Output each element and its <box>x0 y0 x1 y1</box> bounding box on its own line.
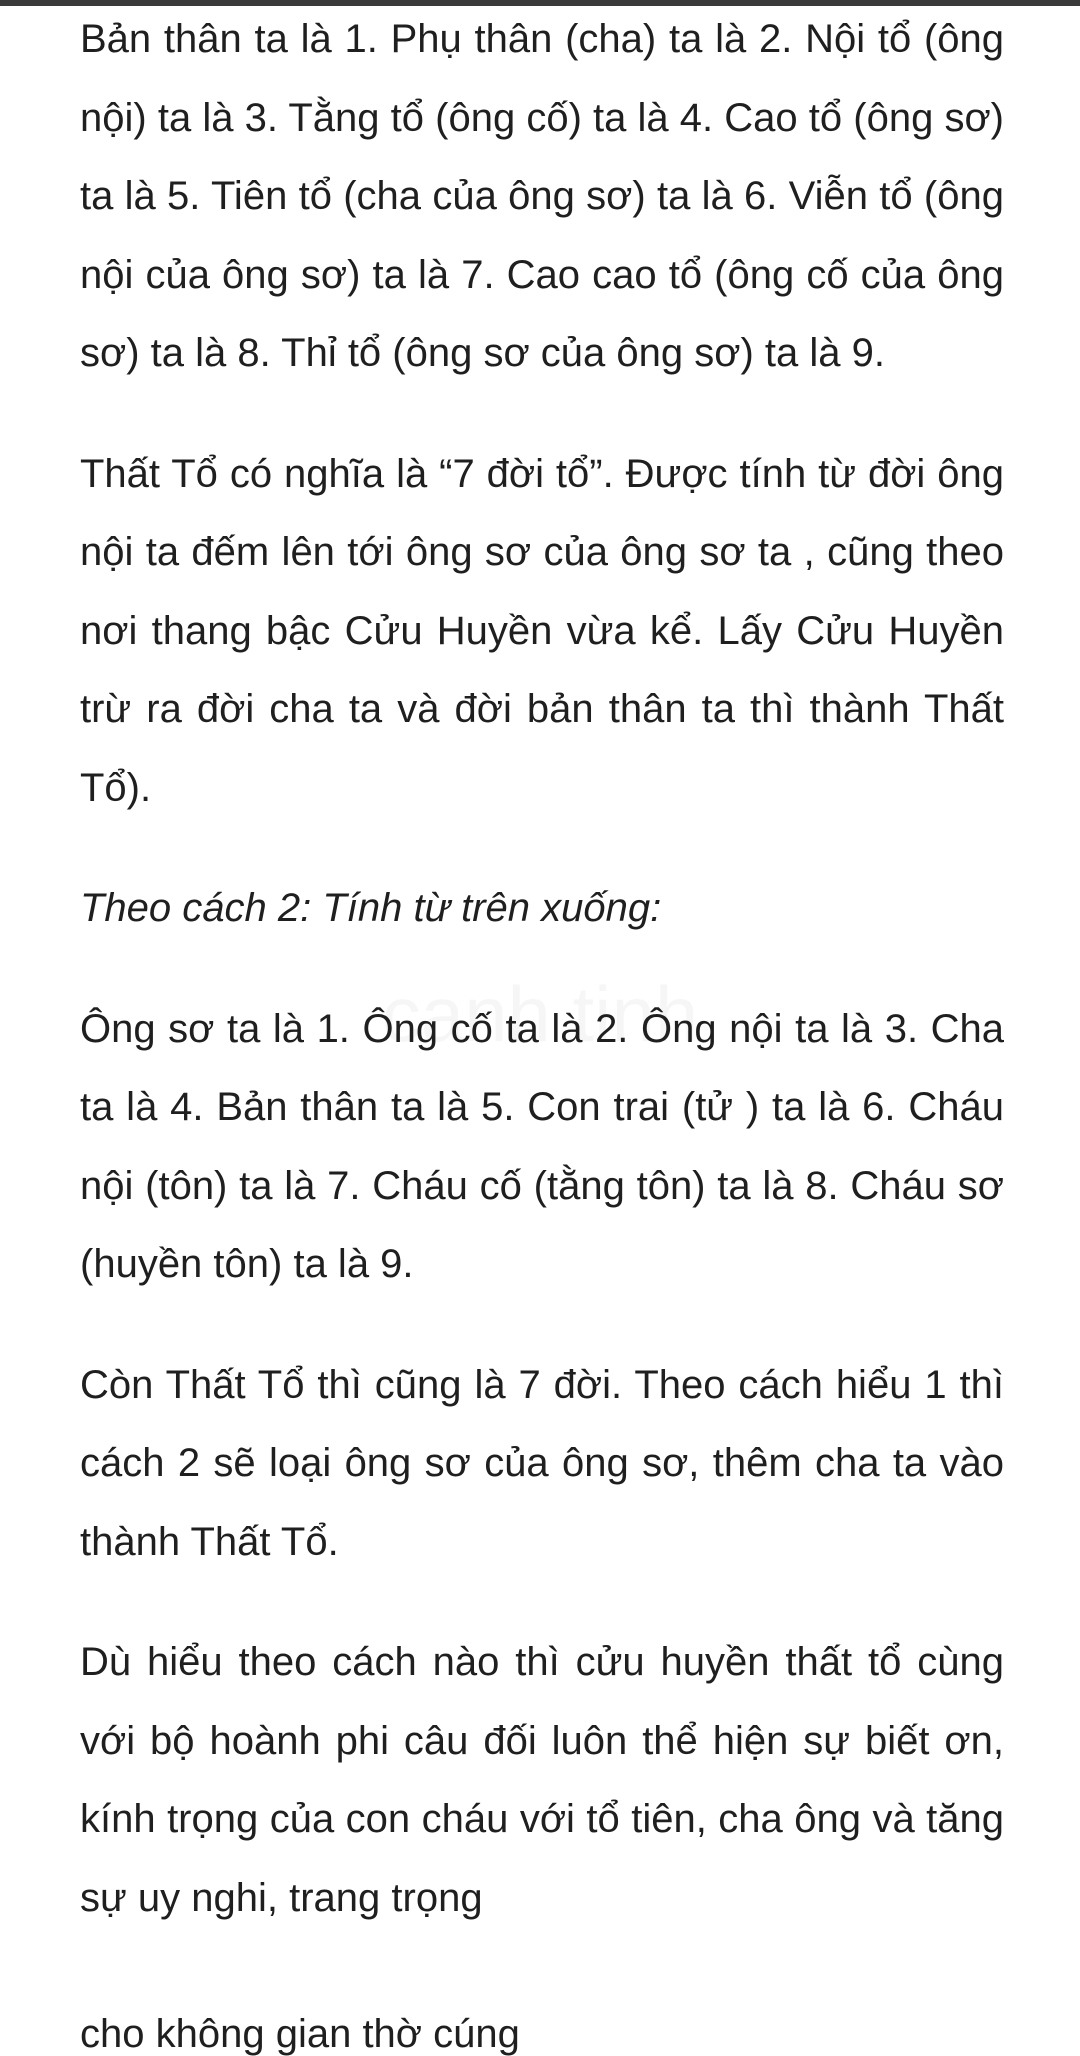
paragraph-conclusion: Dù hiểu theo cách nào thì cửu huyền thất tổ cùng với bộ hoành phi câu đối luôn thể hiện sự biết ơn, kính trọng của con cháu với tổ tiên, cha ông và tăng sự uy nghi, trang trọng <box>80 1640 1004 1920</box>
article-body <box>80 0 1004 1937</box>
paragraph-generations-top-down: Ông sơ ta là 1. Ông cố ta là 2. Ông nội ta là 3. Cha ta là 4. Bản thân ta là 5. Con trai (tử ) ta là 6. Cháu nội (tôn) ta là 7. Cháu cố (tằng tôn) ta là 8. Cháu sơ (huyền tôn) ta là 9. <box>80 1006 1004 1286</box>
paragraph-that-to-meaning: Thất Tổ có nghĩa là “7 đời tổ”. Được tính từ đời ông nội ta đếm lên tới ông sơ của ông sơ ta , cũng theo nơi thang bậc Cửu Huyền vừa kể. Lấy Cửu Huyền trừ ra đời cha ta và đời bản thân ta thì thành Thất Tổ). <box>80 451 1004 810</box>
cut-off-text: cho không gian thờ cúng <box>80 2012 520 2056</box>
paragraph-that-to-method-2: Còn Thất Tổ thì cũng là 7 đời. Theo cách hiểu 1 thì cách 2 sẽ loại ông sơ của ông sơ, thêm cha ta vào thành Thất Tổ. <box>80 1362 1004 1564</box>
cut-off-text-line <box>80 2012 1004 2056</box>
paragraph-generations-bottom-up: Bản thân ta là 1. Phụ thân (cha) ta là 2. Nội tổ (ông nội) ta là 3. Tằng tổ (ông cố) ta là 4. Cao tổ (ông sơ) ta là 5. Tiên tổ (cha của ông sơ) ta là 6. Viễn tổ (ông nội của ông sơ) ta là 7. Cao cao tổ (ông cố của ông sơ) ta là 8. Thỉ tổ (ông sơ của ông sơ) ta là 9. <box>80 17 1004 375</box>
subheading-method-2: Theo cách 2: Tính từ trên xuống: <box>80 886 662 930</box>
